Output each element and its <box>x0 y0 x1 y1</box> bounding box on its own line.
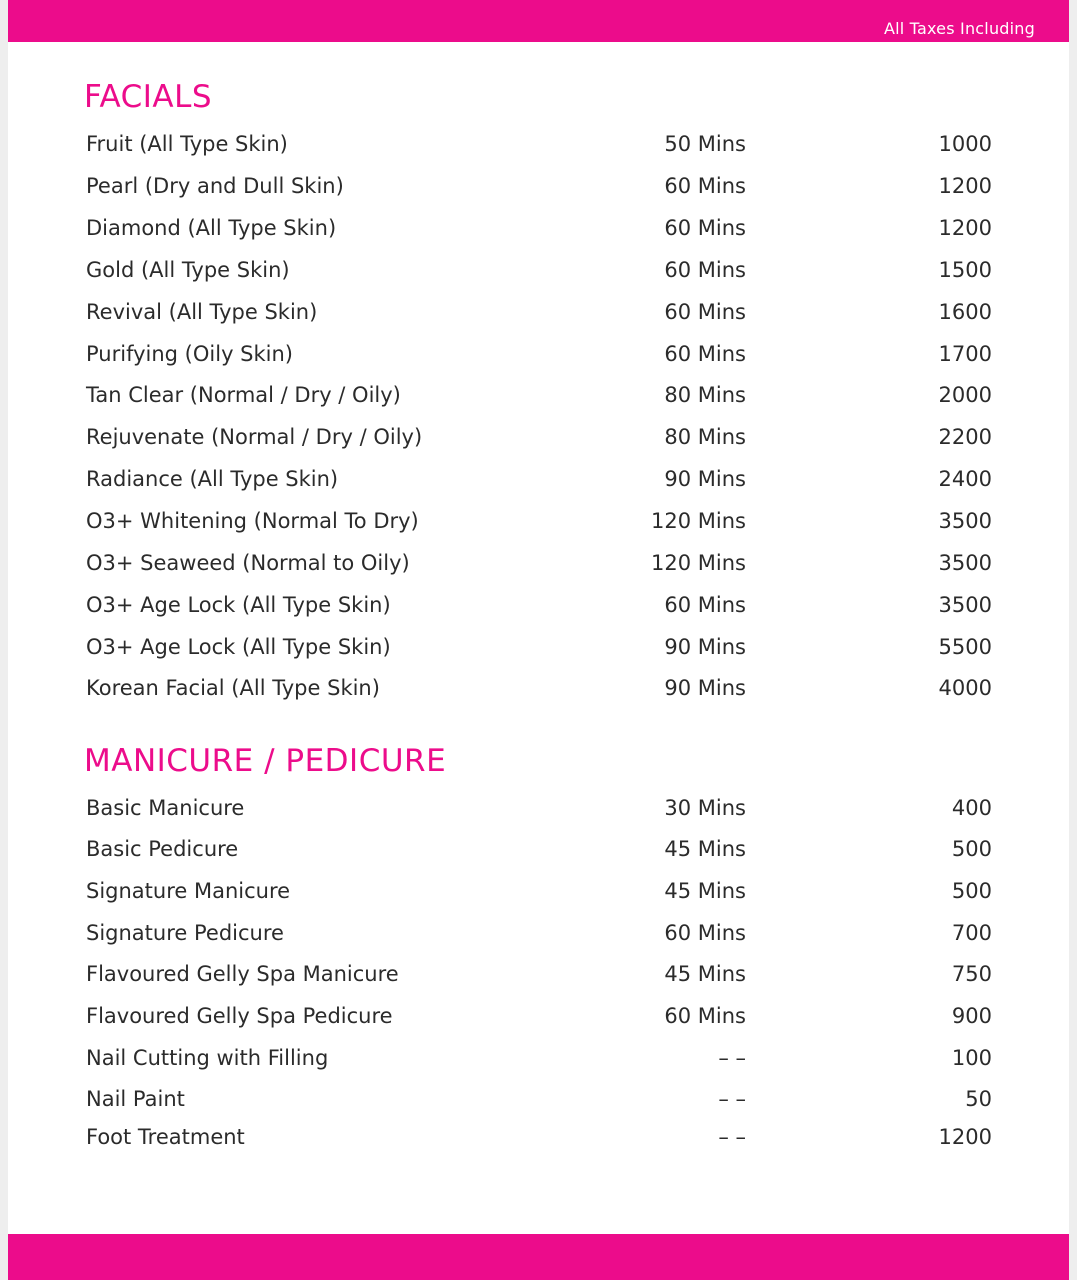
service-duration: 45 Mins <box>664 962 746 986</box>
service-duration: – – <box>718 1046 746 1070</box>
service-duration: 60 Mins <box>664 921 746 945</box>
service-name: Tan Clear (Normal / Dry / Oily) <box>86 383 401 407</box>
list-item <box>8 126 1069 162</box>
service-name: Gold (All Type Skin) <box>86 258 290 282</box>
list-item <box>8 252 1069 288</box>
service-duration: 45 Mins <box>664 837 746 861</box>
service-name: Diamond (All Type Skin) <box>86 216 337 240</box>
list-item <box>8 831 1069 867</box>
service-name: O3+ Age Lock (All Type Skin) <box>86 635 391 659</box>
service-name: O3+ Seaweed (Normal to Oily) <box>86 551 410 575</box>
service-duration: 90 Mins <box>664 676 746 700</box>
service-duration: 60 Mins <box>664 1004 746 1028</box>
list-item <box>8 168 1069 204</box>
service-name: Foot Treatment <box>86 1125 245 1149</box>
service-price: 750 <box>951 962 992 986</box>
service-duration: 120 Mins <box>651 551 746 575</box>
service-name: Fruit (All Type Skin) <box>86 132 288 156</box>
service-price: 2400 <box>938 467 992 491</box>
service-name: Signature Pedicure <box>86 921 284 945</box>
list-item <box>8 1119 1069 1155</box>
service-duration: – – <box>718 1087 746 1111</box>
list-item <box>8 670 1069 706</box>
service-price: 3500 <box>938 593 992 617</box>
service-price: 400 <box>951 796 992 820</box>
service-duration: 60 Mins <box>664 216 746 240</box>
service-price: 2000 <box>938 383 992 407</box>
list-item <box>8 1081 1069 1117</box>
service-price: 100 <box>951 1046 992 1070</box>
list-item <box>8 294 1069 330</box>
tax-note: All Taxes Including <box>883 19 1035 38</box>
service-name: Flavoured Gelly Spa Pedicure <box>86 1004 393 1028</box>
facials-section-title: FACIALS <box>84 79 213 115</box>
service-name: Basic Pedicure <box>86 837 239 861</box>
list-item <box>8 790 1069 826</box>
service-duration: 90 Mins <box>664 635 746 659</box>
service-price: 1000 <box>938 132 992 156</box>
service-price: 4000 <box>938 676 992 700</box>
price-list-page <box>8 0 1069 1280</box>
list-item <box>8 210 1069 246</box>
service-duration: 120 Mins <box>651 509 746 533</box>
service-price: 3500 <box>938 551 992 575</box>
list-item <box>8 629 1069 665</box>
service-duration: 60 Mins <box>664 342 746 366</box>
list-item <box>8 419 1069 455</box>
service-name: Korean Facial (All Type Skin) <box>86 676 380 700</box>
service-price: 50 <box>965 1087 992 1111</box>
service-name: Radiance (All Type Skin) <box>86 467 339 491</box>
footer-bar <box>8 1234 1069 1280</box>
service-duration: 80 Mins <box>664 425 746 449</box>
service-price: 1200 <box>938 1125 992 1149</box>
service-name: Flavoured Gelly Spa Manicure <box>86 962 399 986</box>
service-duration: – – <box>718 1125 746 1149</box>
service-price: 700 <box>951 921 992 945</box>
service-name: Purifying (Oily Skin) <box>86 342 293 366</box>
service-name: Basic Manicure <box>86 796 245 820</box>
service-name: Pearl (Dry and Dull Skin) <box>86 174 344 198</box>
list-item <box>8 1040 1069 1076</box>
service-price: 1700 <box>938 342 992 366</box>
service-price: 3500 <box>938 509 992 533</box>
service-name: Nail Cutting with Filling <box>86 1046 329 1070</box>
header-bar <box>8 0 1069 42</box>
list-item <box>8 587 1069 623</box>
list-item <box>8 915 1069 951</box>
service-price: 500 <box>951 879 992 903</box>
service-price: 1600 <box>938 300 992 324</box>
service-price: 5500 <box>938 635 992 659</box>
service-price: 2200 <box>938 425 992 449</box>
mani-pedi-section-title: MANICURE / PEDICURE <box>84 743 447 779</box>
service-name: Nail Paint <box>86 1087 185 1111</box>
service-duration: 45 Mins <box>664 879 746 903</box>
service-name: Rejuvenate (Normal / Dry / Oily) <box>86 425 423 449</box>
service-duration: 60 Mins <box>664 174 746 198</box>
service-duration: 50 Mins <box>664 132 746 156</box>
list-item <box>8 503 1069 539</box>
service-price: 1200 <box>938 216 992 240</box>
service-name: O3+ Whitening (Normal To Dry) <box>86 509 419 533</box>
service-duration: 90 Mins <box>664 467 746 491</box>
service-name: Signature Manicure <box>86 879 291 903</box>
service-price: 1200 <box>938 174 992 198</box>
service-duration: 60 Mins <box>664 593 746 617</box>
list-item <box>8 461 1069 497</box>
list-item <box>8 956 1069 992</box>
service-duration: 60 Mins <box>664 258 746 282</box>
list-item <box>8 873 1069 909</box>
service-duration: 80 Mins <box>664 383 746 407</box>
service-price: 500 <box>951 837 992 861</box>
list-item <box>8 336 1069 372</box>
list-item <box>8 998 1069 1034</box>
service-name: Revival (All Type Skin) <box>86 300 318 324</box>
service-duration: 30 Mins <box>664 796 746 820</box>
service-price: 1500 <box>938 258 992 282</box>
service-duration: 60 Mins <box>664 300 746 324</box>
service-name: O3+ Age Lock (All Type Skin) <box>86 593 391 617</box>
list-item <box>8 377 1069 413</box>
list-item <box>8 545 1069 581</box>
service-price: 900 <box>951 1004 992 1028</box>
